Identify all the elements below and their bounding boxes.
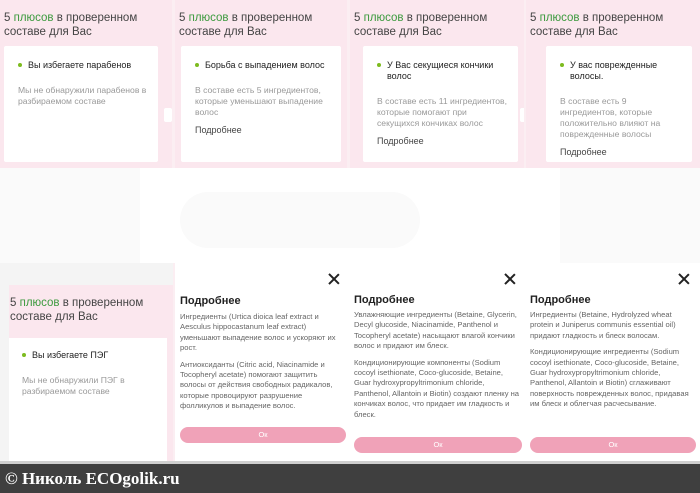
benefit-description: Мы не обнаружили ПЭГ в разбираемом составе (22, 375, 125, 396)
section-header: 5 плюсов в проверенном составе для Вас (4, 12, 138, 38)
copyright-icon: © (5, 469, 18, 488)
benefit-description: Мы не обнаружили парабенов в разбираемом составе (18, 85, 147, 106)
close-icon[interactable] (676, 272, 692, 288)
watermark-text: Николь ECOgolik.ru (21, 469, 180, 488)
watermark (5, 467, 180, 491)
details-modal-split-ends (350, 263, 526, 461)
benefit-title: Борьба с выпадением волос (195, 60, 331, 71)
modal-body (354, 310, 520, 420)
bullet-dot-icon (560, 63, 564, 67)
bullet-dot-icon (22, 353, 26, 357)
bullet-dot-icon (377, 63, 381, 67)
benefit-card (9, 338, 167, 461)
modal-body (180, 312, 344, 412)
modal-title: Подробнее (530, 294, 591, 306)
modal-body (530, 310, 694, 410)
benefit-card (181, 46, 341, 162)
plus-count-accent: плюсов (363, 12, 404, 24)
screen-damaged-hair (526, 0, 700, 168)
benefit-card (546, 46, 692, 162)
benefit-description: В составе есть 5 ингредиентов, которые уменьшают выпадение волос (195, 85, 323, 117)
modal-paragraph: Ингредиенты (Urtica dioica leaf extract и Aesculus hippocastanum leaf extract) уменьшают выпадение волос и ускоряют их рост. (180, 312, 336, 353)
screen-split-ends (350, 0, 524, 168)
close-icon[interactable] (502, 272, 518, 288)
screen-peg (0, 263, 173, 461)
benefit-title: У вас поврежденные волосы. (560, 60, 682, 82)
bullet-dot-icon (18, 63, 22, 67)
benefit-title: У Вас секущиеся кончики волос (377, 60, 508, 82)
close-icon[interactable] (326, 272, 342, 288)
benefit-card (363, 46, 518, 162)
section-header: 5 плюсов в проверенном составе для Вас (530, 12, 664, 38)
section-header: 5 плюсов в проверенном составе для Вас (354, 12, 488, 38)
ok-button[interactable]: Ок (354, 437, 522, 453)
modal-title: Подробнее (180, 295, 241, 307)
section-header: 5 плюсов в проверенном составе для Вас (10, 297, 144, 323)
ok-button[interactable]: Ок (180, 427, 346, 443)
plus-count-accent: плюсов (539, 12, 580, 24)
blurred-separator (0, 168, 700, 263)
modal-title: Подробнее (354, 294, 415, 306)
modal-paragraph: Увлажняющие ингредиенты (Betaine, Glycerin, Decyl glucoside, Niacinamide, Panthenol и Tocopheryl acetate) насыщают влагой кончики волос и придают им блеск. (354, 310, 517, 351)
benefit-title: Вы избегаете парабенов (18, 60, 148, 71)
next-card-edge (520, 108, 524, 122)
benefit-description: В составе есть 11 ингредиентов, которые помогают при секущихся кончиках волос (377, 96, 507, 128)
ok-button[interactable]: Ок (530, 437, 696, 453)
more-link[interactable]: Подробнее (560, 147, 607, 157)
watermark-bar (0, 461, 700, 493)
modal-paragraph: Кондиционирующие компоненты (Sodium cocoyl isethionate, Coco-glucoside, Betaine, Guar hydroxypropyltrimonium chloride, Panthenol, Allantoin и Biotin) создают пленку на кончиках волос, что придает им гладкость и блеск. (354, 357, 520, 419)
plus-count-accent: плюсов (188, 12, 229, 24)
plus-count-accent: плюсов (19, 297, 60, 309)
details-modal-hair-loss (175, 263, 350, 461)
benefit-card (4, 46, 158, 162)
next-card-edge (164, 108, 172, 122)
plus-count-accent: плюсов (13, 12, 54, 24)
more-link[interactable]: Подробнее (377, 136, 424, 146)
bullet-dot-icon (195, 63, 199, 67)
more-link[interactable]: Подробнее (195, 125, 242, 135)
modal-paragraph: Кондиционирующие ингредиенты (Sodium cocoyl isethionate, Coco-glucoside, Betaine, Guar hydroxypropyltrimonium chloride, Panthenol, Allantoin и Biotin) сглаживают поверхность поврежденных волос, придавая им блеск и облегчая расчесывание. (530, 347, 689, 409)
section-header: 5 плюсов в проверенном составе для Вас (179, 12, 313, 38)
screen-parabens (0, 0, 172, 168)
details-modal-damaged-hair (526, 263, 700, 461)
modal-paragraph: Антиоксиданты (Citric acid, Niacinamide и Tocopheryl acetate) помогают защитить волосы от действия свободных радикалов, которые провоцируют разрушение фолликулов и выпадение волос. (180, 359, 333, 411)
screen-hair-loss (175, 0, 347, 168)
benefit-description: В составе есть 9 ингредиентов, которые положительно влияют на поврежденные волосы (560, 96, 661, 139)
modal-paragraph: Ингредиенты (Betaine, Hydrolyzed wheat protein и Juniperus communis essential oil) придают гладкость и блеск волосам. (530, 310, 676, 340)
benefit-title: Вы избегаете ПЭГ (22, 350, 157, 361)
